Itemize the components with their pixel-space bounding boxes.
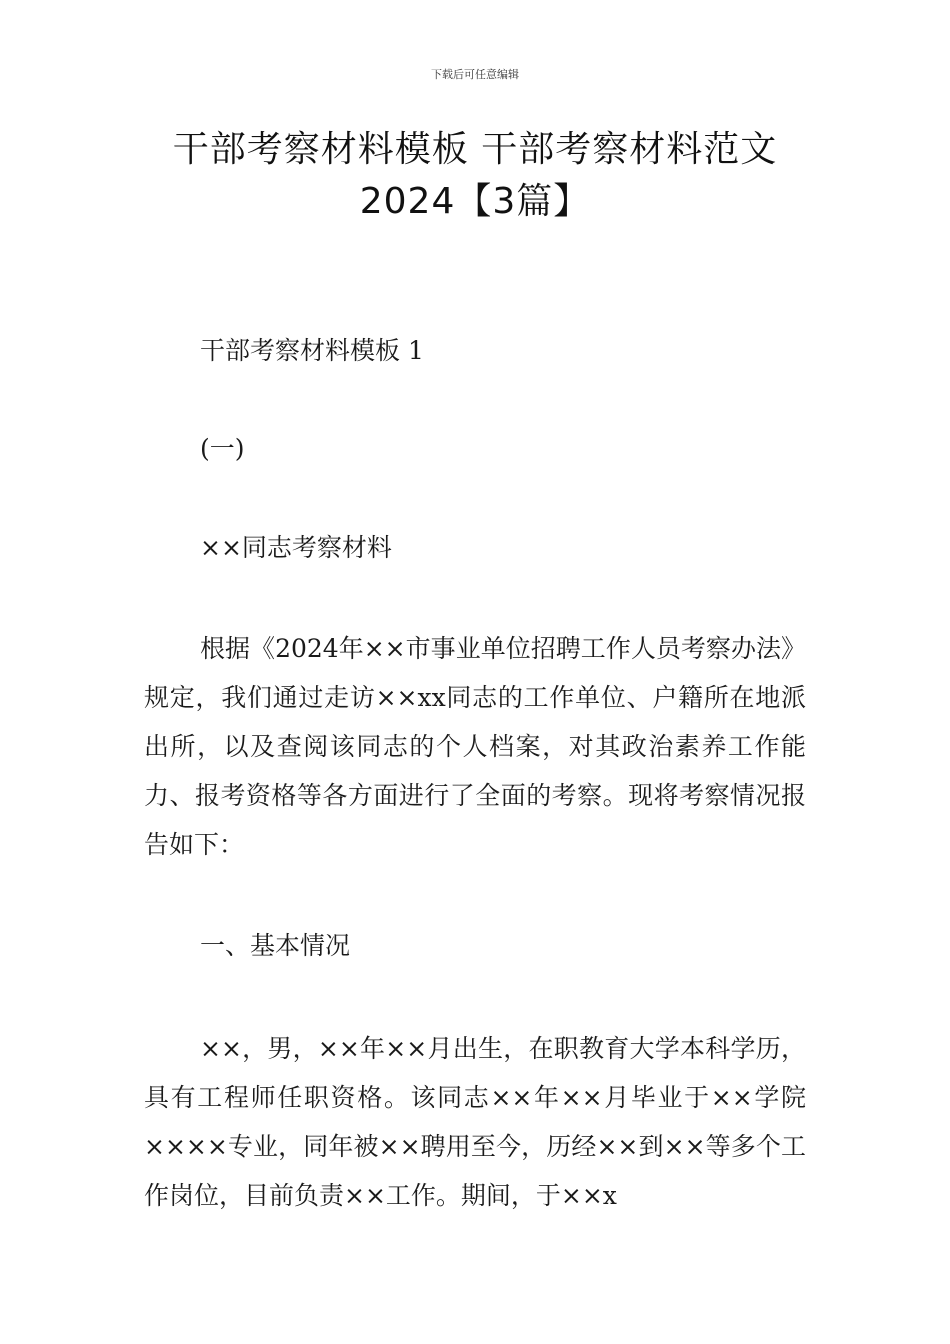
document-title [150,124,800,228]
part-label: (一) [200,434,245,463]
title-line-1: 干部考察材料模板 干部考察材料范文 [172,129,778,170]
basic-info-heading: 一、基本情况 [200,931,351,960]
title-line-2: 2024【3篇】 [359,181,591,222]
intro-paragraph: 根据《2024年××市事业单位招聘工作人员考察办法》规定，我们通过走访××xx同志的工作单位、户籍所在地派出所，以及查阅该同志的个人档案，对其政治素养工作能力、报考资格等各方面进行了全面的考察。现将考察情况报告如下： [144,634,806,859]
material-title: ××同志考察材料 [200,533,392,562]
header-note: 下载后可任意编辑 [431,68,519,81]
basic-info-paragraph: ××，男，××年××月出生，在职教育大学本科学历，具有工程师任职资格。该同志××年××月毕业于××学院××××专业，同年被××聘用至今，历经××到××等多个工作岗位，目前负责××工作。期间，于××x [144,1034,806,1210]
template-heading: 干部考察材料模板 1 [200,336,424,365]
